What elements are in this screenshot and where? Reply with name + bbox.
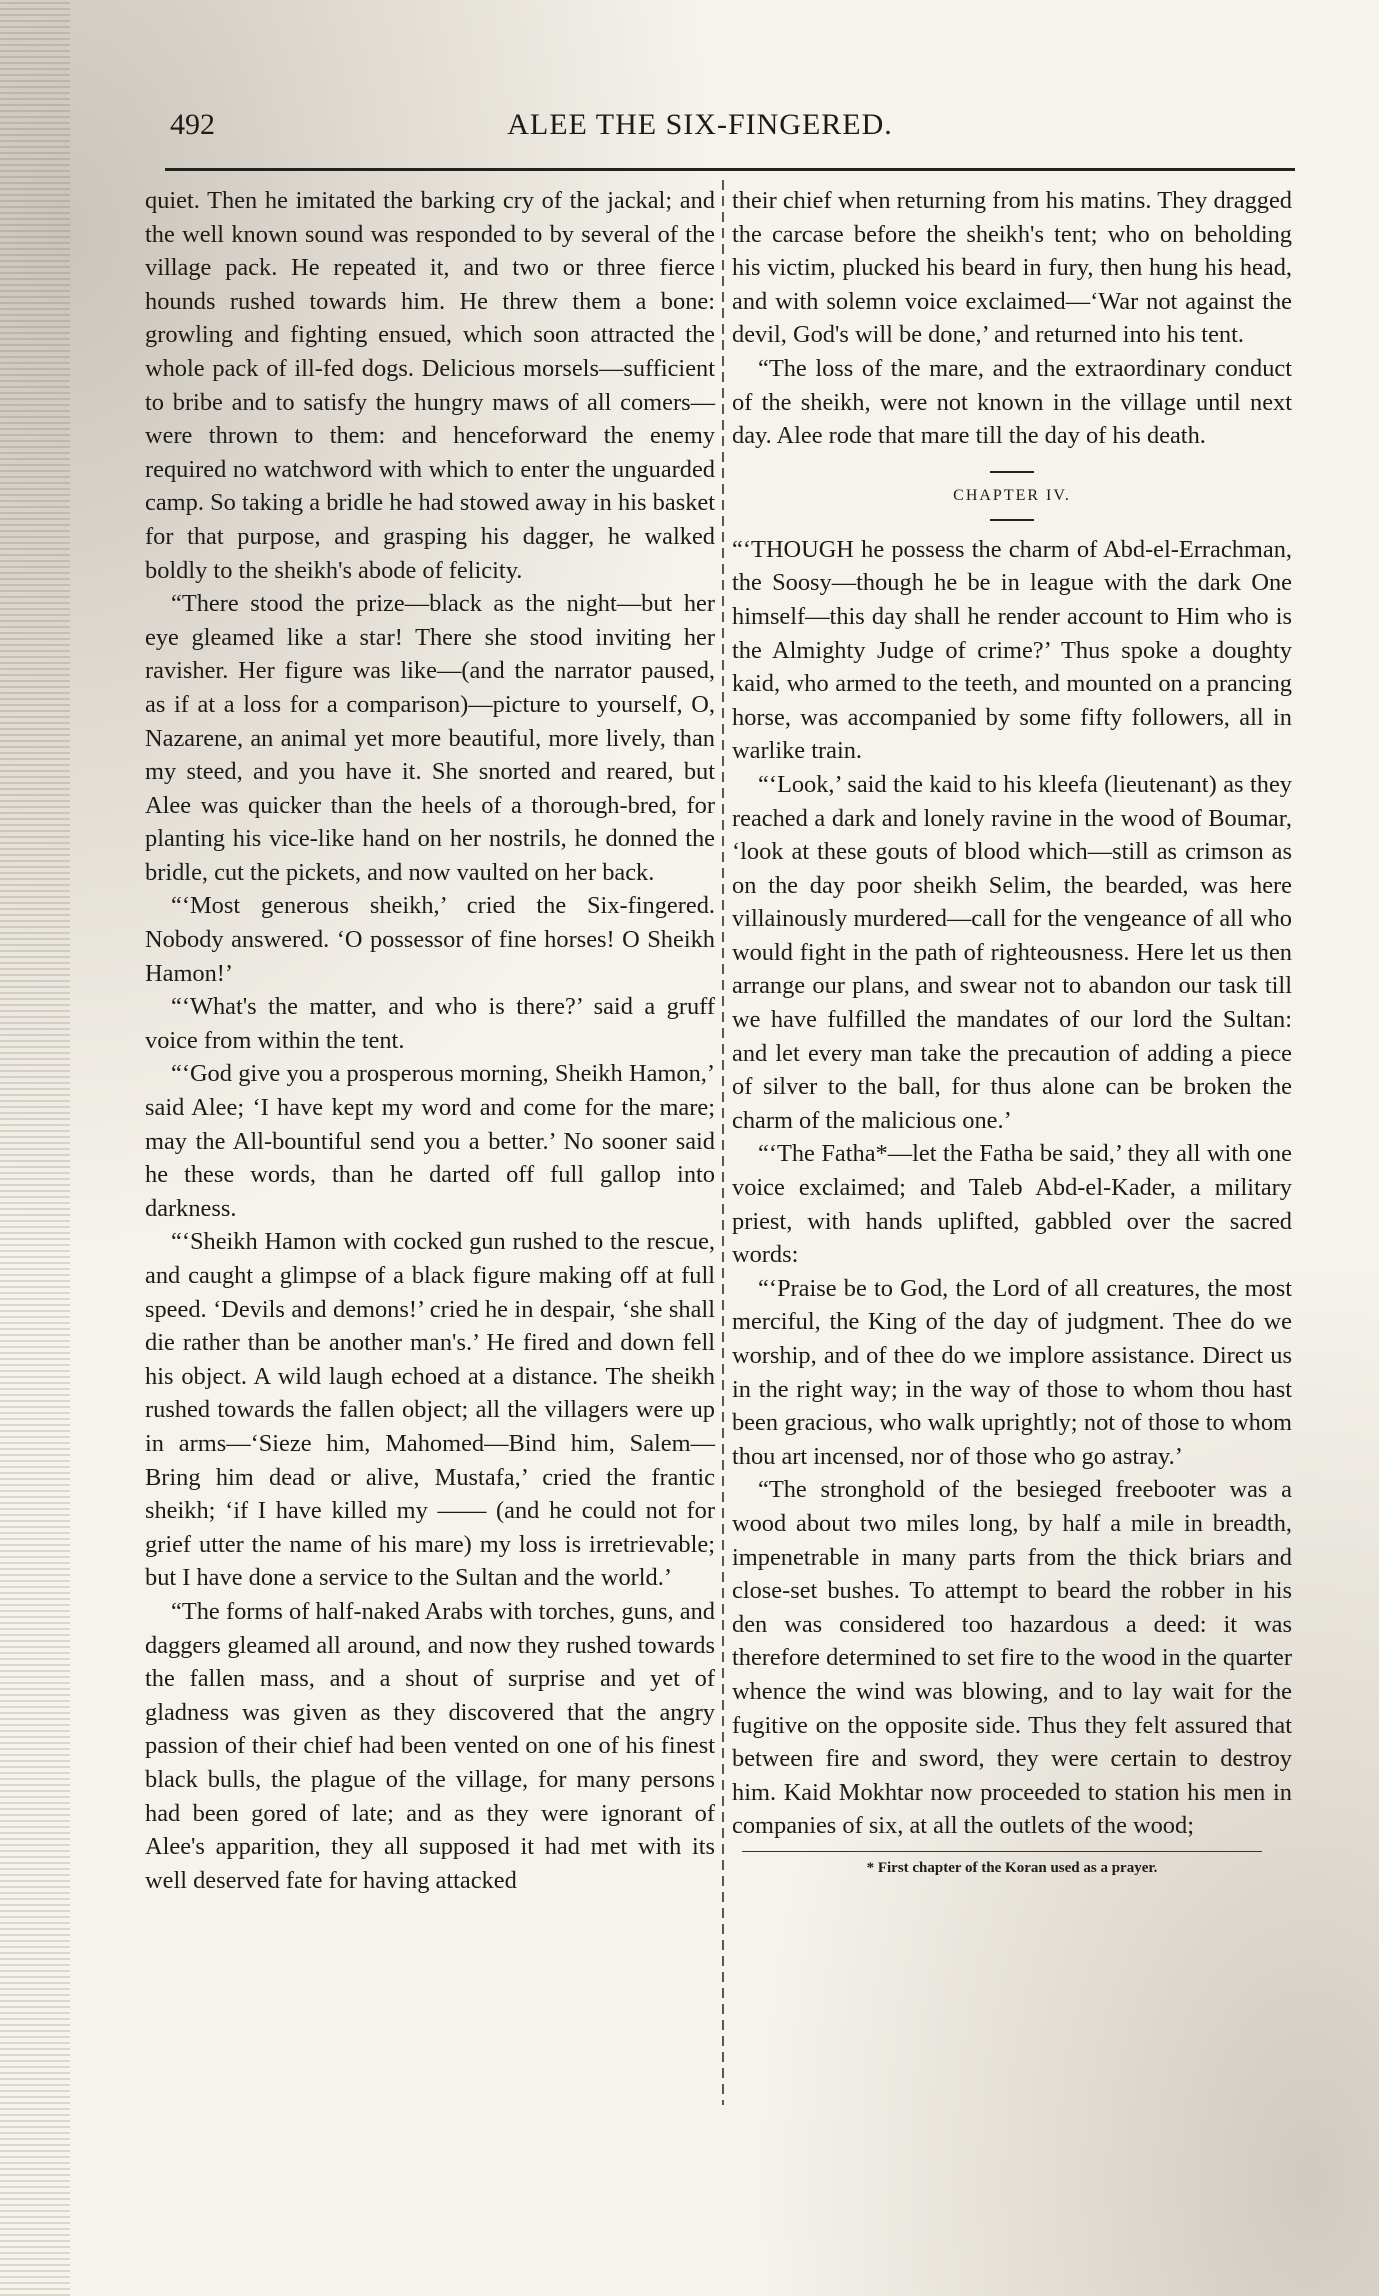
chapter-rule-bottom — [990, 519, 1034, 521]
paragraph: “‘What's the matter, and who is there?’ said a gruff voice from within the tent. — [145, 993, 715, 1054]
paragraph: “‘THOUGH he possess the charm of Abd-el-Errachman, the Soosy—though he be in league with the dark One himself—this day shall he render account to Him who is the Almighty Judge of crime?’ Thus spoke a doughty kaid, who armed to the teeth, and mounted on a prancing horse, was accompanied by some fifty followers, all in warlike train. — [732, 535, 1292, 765]
paragraph: “The stronghold of the besieged freebooter was a wood about two miles long, by half a mile in breadth, impenetrable in many parts from the thick briars and close-set bushes. To attempt to beard the robber in his den was considered too hazardous a deed: it was therefore determined to set fire to the wood in the quarter whence the wind was blowing, and to lay wait for the fugitive on the opposite side. Thus they felt assured that between fire and sword, they were certain to destroy him. Kaid Mokhtar now proceeded to station his men in companies of six, at all the outlets of the wood; — [732, 1476, 1292, 1840]
column-divider — [722, 180, 724, 2105]
paragraph: “The forms of half-naked Arabs with torches, guns, and daggers gleamed all around, and now they rushed towards the fallen mass, and a shout of surprise and yet of gladness was given as they discovered that the angry passion of their chief had been vented on one of his finest black bulls, the plague of the village, for many persons had been gored of late; and as they were ignorant of Alee's apparition, they all supposed it had met with its well deserved fate for having attacked — [145, 1597, 715, 1894]
chapter-heading: CHAPTER IV. — [953, 486, 1071, 504]
page-header — [170, 108, 1230, 158]
paragraph: “‘Most generous sheikh,’ cried the Six-fingered. Nobody answered. ‘O possessor of fine horses! O Sheikh Hamon!’ — [145, 892, 715, 987]
chapter-rule-top — [990, 471, 1034, 473]
paragraph: quiet. Then he imitated the barking cry of the jackal; and the well known sound was responded to by several of the village pack. He repeated it, and two or three fierce hounds rushed towards him. He threw them a bone: growling and fighting ensued, which soon attracted the whole pack of ill-fed dogs. Delicious morsels—sufficient to bribe and to satisfy the hungry maws of all comers—were thrown to them: and henceforward the enemy required no watchword with which to enter the unguarded camp. So taking a bridle he had stowed away in his basket for that purpose, and grasping his dagger, he walked boldly to the sheikh's abode of felicity. — [145, 187, 715, 584]
paragraph: “‘God give you a prosperous morning, Sheikh Hamon,’ said Alee; ‘I have kept my word and come for the mare; may the All-bountiful send you a better.’ No sooner said he these words, than he darted off full gallop into darkness. — [145, 1060, 715, 1222]
right-column — [732, 184, 1292, 1880]
paragraph: “‘Look,’ said the kaid to his kleefa (lieutenant) as they reached a dark and lonely ravine in the wood of Boumar, ‘look at these gouts of blood which—still as crimson as on the day poor sheikh Selim, the bearded, was here villainously murdered—call for the vengeance of all who would fight in the path of righteousness. Here let us then arrange our plans, and swear not to abandon our task till we have fulfilled the mandates of our lord the Sultan: and let every man take the precaution of adding a piece of silver to the ball, for thus alone can be broken the charm of the malicious one.’ — [732, 770, 1292, 1134]
footnote: * First chapter of the Koran used as a prayer. — [866, 1859, 1158, 1876]
paragraph: “There stood the prize—black as the night—but her eye gleamed like a star! There she stood inviting her ravisher. Her figure was like—(and the narrator paused, as if at a loss for a comparison)—picture to yourself, O, Nazarene, an animal yet more beautiful, more lively, than my steed, and you have it. She snorted and reared, but Alee was quicker than the heels of a thorough-bred, for planting his vice-like hand on her nostrils, he donned the bridle, cut the pickets, and now vaulted on her back. — [145, 590, 715, 886]
page-edge-shadow — [0, 0, 70, 2296]
paragraph: “The loss of the mare, and the extraordinary conduct of the sheikh, were not known in the village until next day. Alee rode that mare till the day of his death. — [732, 354, 1292, 450]
paragraph: “‘Sheikh Hamon with cocked gun rushed to the rescue, and caught a glimpse of a black figure making off at full speed. ‘Devils and demons!’ cried he in despair, ‘she shall die rather than be another man's.’ He fired and down fell his object. A wild laugh echoed at a distance. The sheikh rushed towards the fallen object; all the villagers were up in arms—‘Sieze him, Mahomed—Bind him, Salem—Bring him dead or alive, Mustafa,’ cried the frantic sheikh; ‘if I have killed my —— (and he could not for grief utter the name of his mare) my loss is irretrievable; but I have done a service to the Sultan and the world.’ — [145, 1228, 715, 1592]
paragraph: “‘Praise be to God, the Lord of all creatures, the most merciful, the King of the day of judgment. Thee do we worship, and of thee do we implore assistance. Direct us in the right way; in the way of those to whom thou hast been gracious, who walk uprightly; not of those to whom thou art incensed, nor of those who go astray.’ — [732, 1274, 1292, 1470]
paragraph: their chief when returning from his matins. They dragged the carcase before the sheikh's tent; who on beholding his victim, plucked his beard in fury, then hung his head, and with solemn voice exclaimed—‘War not against the devil, God's will be done,’ and returned into his tent. — [732, 187, 1292, 349]
running-title: ALEE THE SIX-FINGERED. — [507, 108, 893, 141]
left-column — [145, 184, 715, 1897]
paragraph: “‘The Fatha*—let the Fatha be said,’ they all with one voice exclaimed; and Taleb Abd-el-Kader, a military priest, with hands uplifted, gabbled over the sacred words: — [732, 1140, 1292, 1269]
page-number: 492 — [170, 108, 215, 141]
footnote-rule — [742, 1851, 1262, 1852]
chapter-break — [732, 471, 1292, 521]
header-rule — [165, 168, 1295, 171]
